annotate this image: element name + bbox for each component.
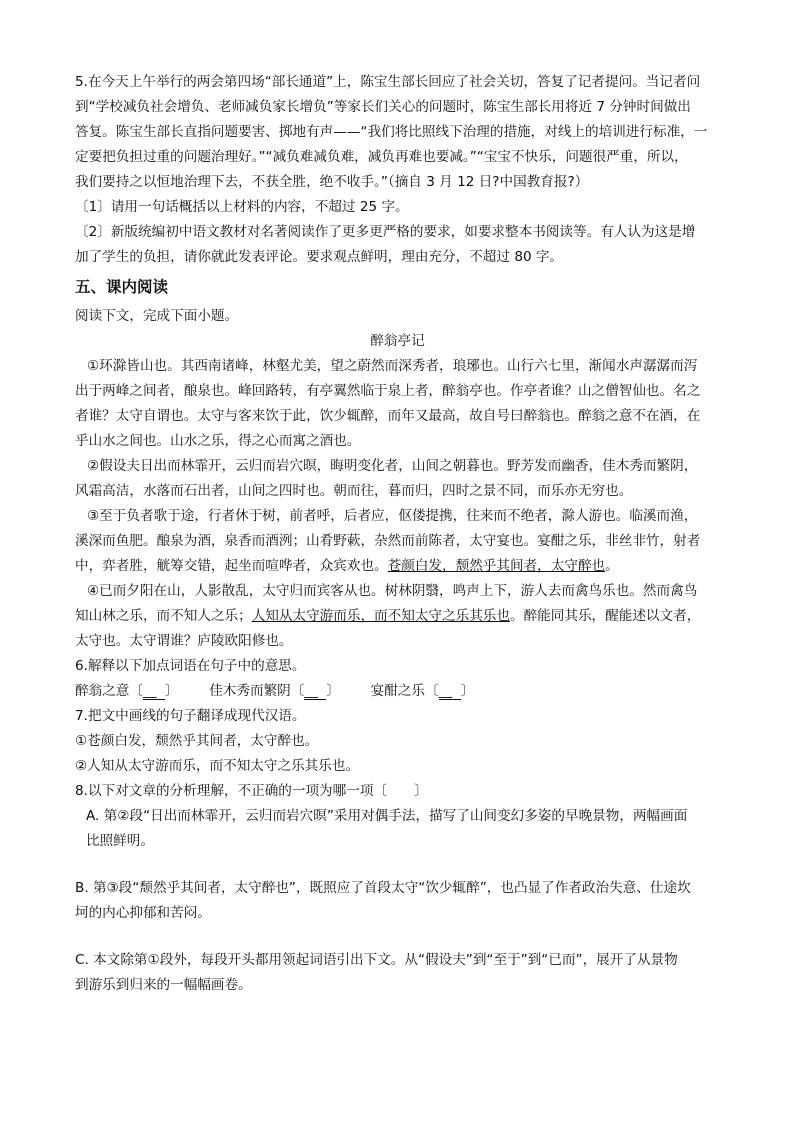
q5-subquestion-2-cont: 加了学生的负担，请你就此发表评论。要求观点鲜明，理由充分，不超过 80 字。 (75, 249, 564, 265)
q7-sentence-1: ①苍颜白发，颓然乎其间者，太守醉也。 (75, 733, 319, 749)
passage-text: 知山林之乐，而不知人之乐； (75, 608, 252, 624)
passage-line: ②假设夫日出而林霏开，云归而岩穴暝，晦明变化者，山间之朝暮也。野芳发而幽香，佳木秀而繁阴， (87, 458, 698, 474)
q5-text-line: 到“学校减负社会增负、老师减负家长增负”等家长们关心的问题时，陈宝生部长用将近 7 分钟时间做出 (75, 99, 691, 115)
passage-text: 。 (605, 558, 619, 574)
answer-blank[interactable]: __ (143, 683, 165, 700)
passage-line: ④已而夕阳在山，人影散乱，太守归而宾客从也。树林阴翳，鸣声上下，游人去而禽鸟乐也。然而禽鸟 (87, 583, 698, 599)
question-6 (75, 654, 720, 704)
section-title: 五、课内阅读 (75, 278, 169, 296)
passage-line: 乎山水之间也。山水之乐，得之心而寓之酒也。 (75, 433, 361, 449)
section-instruction: 阅读下文，完成下面小题。 (75, 308, 239, 324)
passage-title: 醉翁亭记 (370, 333, 425, 349)
q6-items (75, 679, 720, 704)
q8-option-b[interactable]: B. 第③段“颓然乎其间者，太守醉也”，既照应了首段太守“饮少辄醉”，也凸显了作者政治失意、仕途坎 (75, 880, 691, 896)
question-5 (75, 70, 720, 270)
q5-subquestion-1: 〔1〕请用一句话概括以上材料的内容，不超过 25 字。 (75, 199, 409, 215)
bracket-close: 〕 (460, 683, 475, 699)
passage-text: 中，弈者胜，觥筹交错，起坐而喧哗者，众宾欢也。 (75, 558, 388, 574)
underlined-sentence-2: 人知从太守游而乐，而不知太守之乐其乐也 (251, 608, 510, 624)
q6-prompt: 6.解释以下加点词语在句子中的意思。 (75, 658, 306, 674)
q7-sentence-2: ②人知从太守游而乐，而不知太守之乐其乐也。 (75, 758, 360, 774)
question-7 (75, 704, 720, 779)
q8-option-a-cont: 比照鲜明。 (86, 833, 154, 849)
q5-subquestion-2: 〔2〕新版统编初中语文教材对名著阅读作了更多更严格的要求，如要求整本书阅读等。有人认为这是增 (75, 224, 696, 240)
answer-blank[interactable]: __ (439, 683, 461, 700)
q7-prompt: 7.把文中画线的句子翻译成现代汉语。 (75, 708, 306, 724)
passage-line: ③至于负者歌于途，行者休于树，前者呼，后者应，伛偻提携，往来而不绝者，滁人游也。临溪而渔， (87, 508, 698, 524)
passage-line: 太守也。太守谓谁？庐陵欧阳修也。 (75, 633, 293, 649)
passage-text: 。醉能同其乐，醒能述以文者， (510, 608, 701, 624)
document-page (75, 70, 720, 998)
bracket-close: 〕 (164, 683, 179, 699)
q5-text-line: 定要把负担过重的问题治理好。”“减负难减负难，减负再难也要减。”“宝宝不快乐，问题很严重，所以， (75, 149, 688, 165)
question-8 (75, 779, 720, 998)
q8-option-a[interactable]: A. 第②段“日出而林霏开，云归而岩穴暝”采用对偶手法，描写了山间变幻多姿的早晚景物，两幅画面 (86, 808, 688, 824)
q8-option-b-cont: 坷的内心抑郁和苦闷。 (75, 905, 211, 921)
q5-text-line: 答复。陈宝生部长直指问题要害、掷地有声——“我们将比照线下治理的措施，对线上的培训进行标准，一 (75, 124, 708, 140)
answer-blank[interactable]: __ (304, 683, 326, 700)
q6-item-1: 醉翁之意〔 (75, 683, 143, 699)
passage-line: 者谁？太守自谓也。太守与客来饮于此，饮少辄醉，而年又最高，故自号曰醉翁也。醉翁之意不在酒，在 (75, 408, 701, 424)
q5-text-line: 我们要持之以恒地治理下去，不获全胜，绝不收手。”（摘自 3 月 12 日?中国教育报?） (75, 174, 589, 190)
q6-item-2: 佳木秀而繁阴〔 (209, 683, 305, 699)
q8-prompt: 8.以下对文章的分析理解，不正确的一项为哪一项〔 〕 (75, 783, 428, 799)
bracket-close: 〕 (326, 683, 340, 699)
q5-text-line: 5.在今天上午举行的两会第四场“部长通道”上，陈宝生部长回应了社会关切，答复了记者提问。当记者问 (75, 74, 701, 90)
passage-line: 出于两峰之间者，酿泉也。峰回路转，有亭翼然临于泉上者，醉翁亭也。作亭者谁？山之僧智仙也。名之 (75, 383, 701, 399)
passage-line: 溪深而鱼肥。酿泉为酒，泉香而酒洌；山肴野蔌，杂然而前陈者，太守宴也。宴酣之乐，非丝非竹，射者 (75, 533, 701, 549)
underlined-sentence-1: 苍颜白发，颓然乎其间者，太守醉也 (387, 558, 606, 574)
q8-option-c[interactable]: C. 本文除第①段外，每段开头都用领起词语引出下文。从“假设夫”到“至于”到“已而”，展开了从景物 (75, 952, 678, 968)
passage-body (75, 354, 720, 654)
q6-item-3: 宴酣之乐〔 (370, 683, 439, 699)
passage-line: 风霜高洁，水落而石出者，山间之四时也。朝而往，暮而归，四时之景不同，而乐亦无穷也。 (75, 483, 633, 499)
passage-line (75, 554, 720, 579)
passage-line (75, 604, 720, 629)
q8-option-c-cont: 到游乐到归来的一幅幅画卷。 (75, 977, 252, 993)
passage-line: ①环滁皆山也。其西南诸峰，林壑尤美，望之蔚然而深秀者，琅琊也。山行六七里，渐闻水声潺潺而泻 (87, 358, 698, 374)
